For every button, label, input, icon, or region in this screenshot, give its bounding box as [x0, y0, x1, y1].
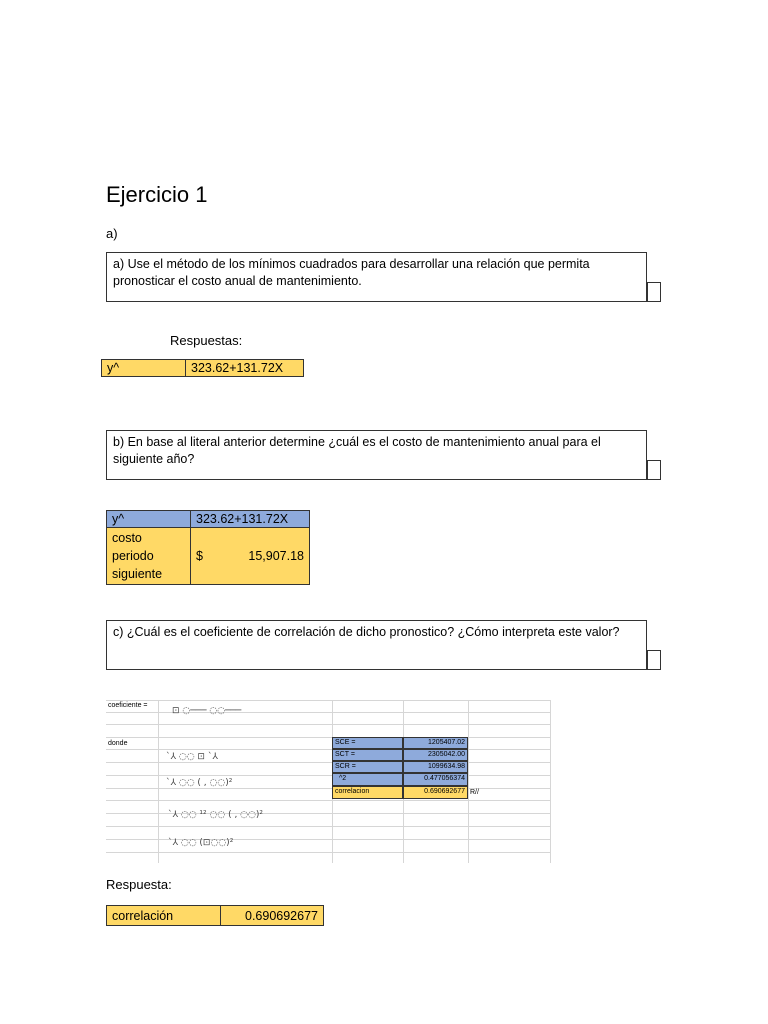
formula-line-2: `⅄ ◌◌ ( , ◌◌)²	[166, 778, 233, 788]
answer-b-value: 323.62+131.72X	[191, 511, 310, 528]
answer-c-value: 0.690692677	[221, 906, 324, 926]
question-c-corner	[647, 650, 661, 670]
question-b-box	[106, 430, 647, 480]
sct-value: 2305042.00	[403, 749, 468, 761]
question-b-corner	[647, 460, 661, 480]
sce-value: 1205407.02	[403, 737, 468, 749]
answer-a-table	[101, 359, 304, 377]
r2-value: 0.477056374	[403, 773, 468, 786]
formula-line-4: `⅄ ◌◌ (⊡◌◌)²	[168, 838, 234, 848]
spreadsheet-excerpt	[106, 700, 551, 863]
answer-b-table	[106, 510, 310, 585]
question-a-corner	[647, 282, 661, 302]
currency-symbol: $	[196, 549, 203, 563]
scr-value: 1099634.98	[403, 761, 468, 773]
answer-a-label: y^	[102, 360, 186, 377]
formula-line-3: `⅄ ◌◌ ¹² ◌◌ ( , ◌◌)²	[168, 810, 263, 820]
respuestas-label: Respuestas:	[170, 333, 243, 348]
answer-note: R//	[470, 789, 479, 796]
respuesta-label: Respuesta:	[106, 877, 172, 892]
cost-value: 15,907.18	[248, 549, 304, 563]
coef-label: coeficiente =	[108, 702, 148, 709]
sct-label: SCT =	[332, 749, 403, 761]
exercise-title: Ejercicio 1	[106, 182, 208, 207]
scr-label: SCR =	[332, 761, 403, 773]
sce-label: SCE =	[332, 737, 403, 749]
formula-coefficient: ⊡ ◌─── ◌◌───	[172, 706, 242, 716]
part-label: a)	[106, 226, 118, 241]
question-c-box	[106, 620, 647, 670]
cost-value-cell	[191, 528, 310, 585]
donde-label: donde	[108, 740, 128, 747]
answer-c-label: correlación	[107, 906, 221, 926]
formula-line-1: `⅄ ◌◌ ⊡ `⅄	[166, 752, 218, 762]
question-a-box	[106, 252, 647, 302]
answer-b-label: y^	[107, 511, 191, 528]
correlacion-label: correlacion	[332, 786, 403, 799]
question-b-text: b) En base al literal anterior determine ¿cuál es el costo de mantenimiento anual para el siguiente año?	[113, 435, 601, 466]
correlacion-value: 0.690692677	[403, 786, 468, 799]
question-c-text: c) ¿Cuál es el coeficiente de correlación de dicho pronostico? ¿Cómo interpreta este valor?	[113, 625, 620, 639]
answer-a-value: 323.62+131.72X	[186, 360, 304, 377]
question-a-text: a) Use el método de los mínimos cuadrados para desarrollar una relación que permita pronosticar el costo anual de mantenimiento.	[113, 257, 590, 288]
answer-c-table	[106, 905, 324, 926]
cost-label: costo periodo siguiente	[107, 528, 191, 585]
r2-label: ^2	[332, 773, 403, 786]
